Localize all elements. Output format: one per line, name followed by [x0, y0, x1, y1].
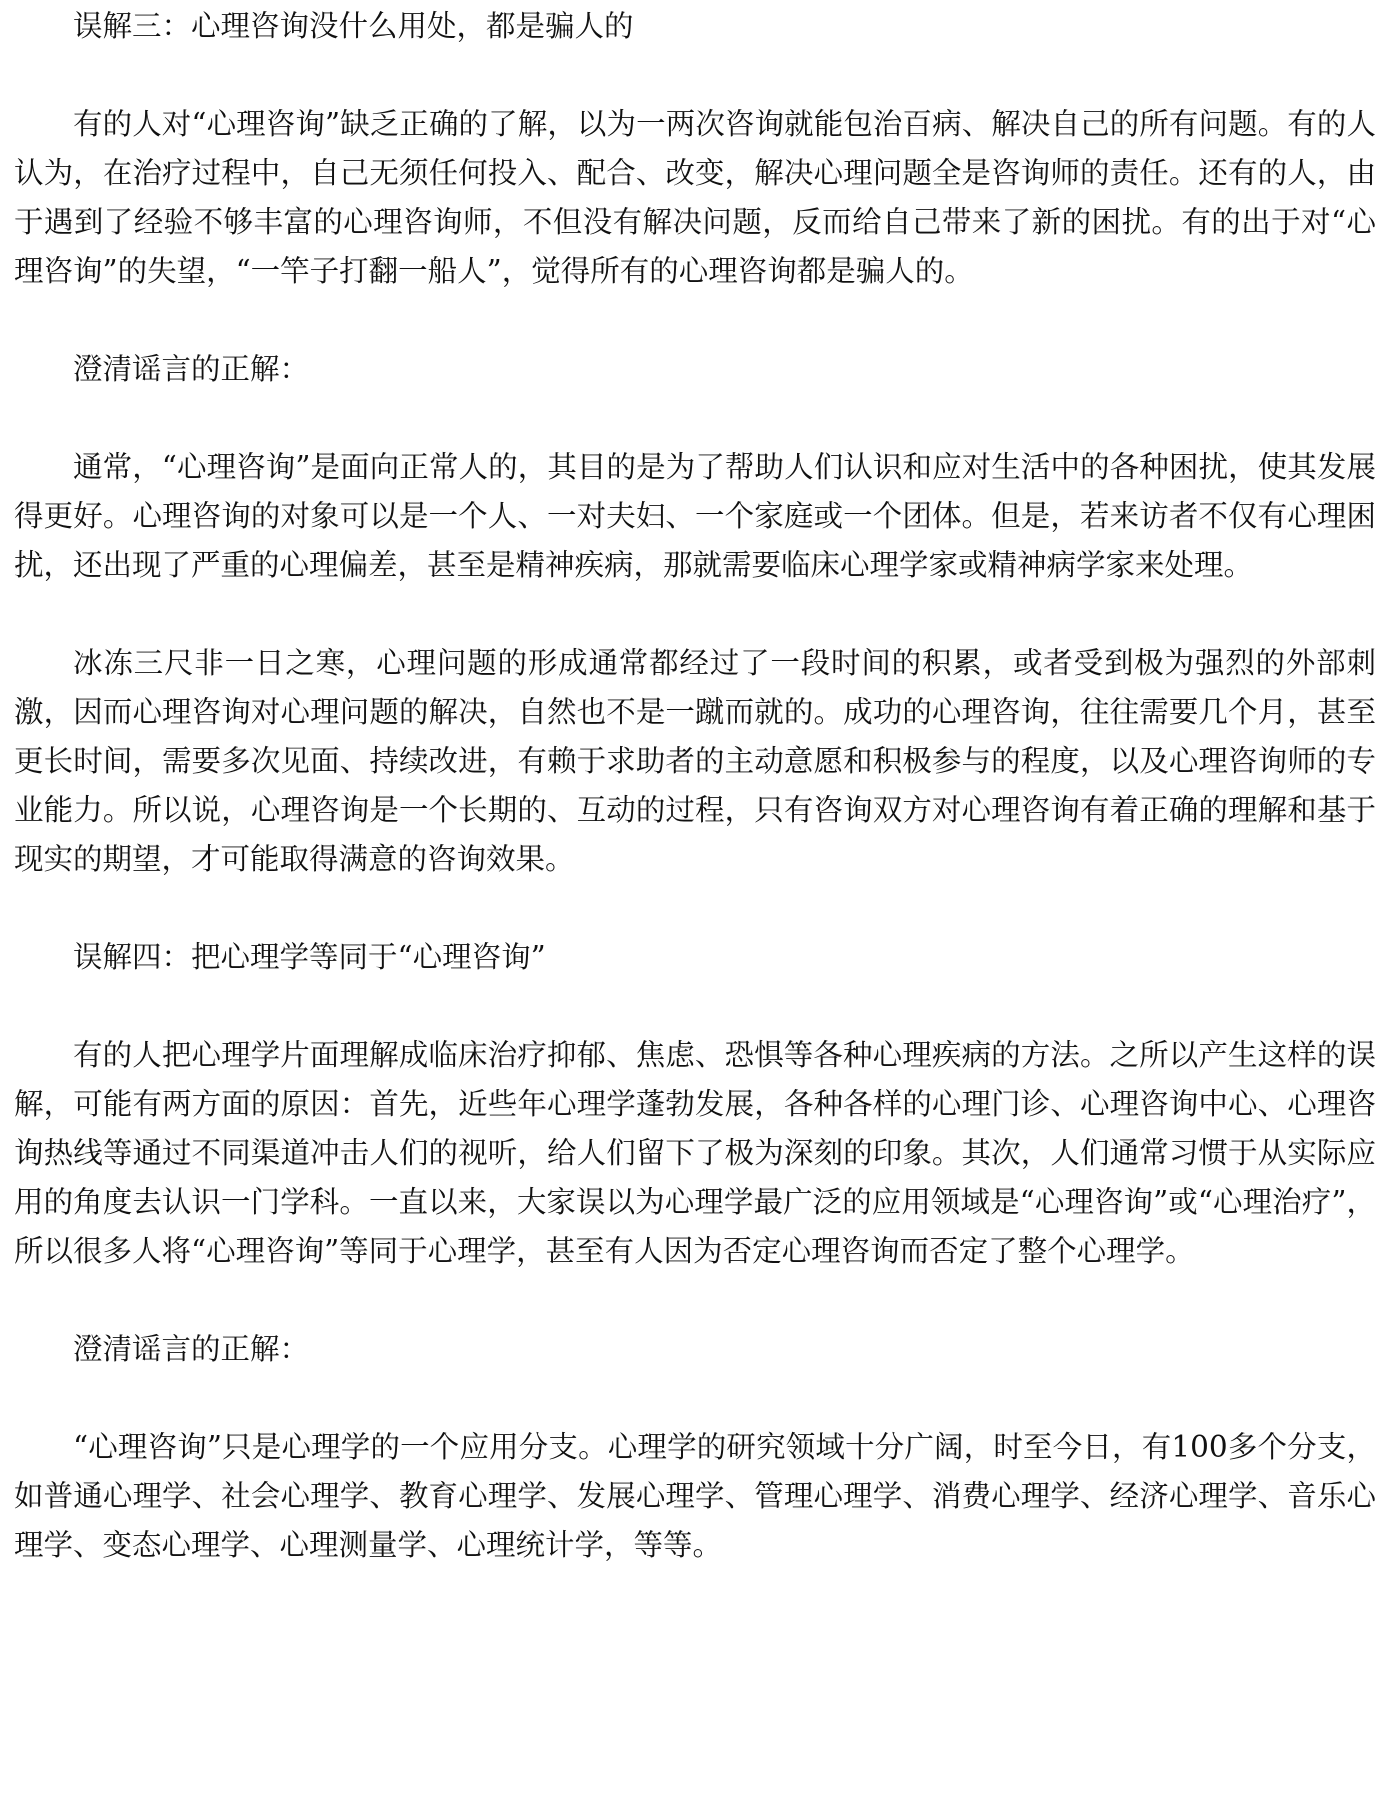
- clarification-heading-2: 澄清谣言的正解：: [73, 1332, 310, 1366]
- clarification-heading-1: 澄清谣言的正解：: [73, 352, 310, 386]
- clarification-1-paragraph-1: 通常，“心理咨询”是面向正常人的，其目的是为了帮助人们认识和应对生活中的各种困扰，使其发展得更好。心理咨询的对象可以是一个人、一对夫妇、一个家庭或一个团体。但是，若来访者不仅有心理困扰，还出现了严重的心理偏差，甚至是精神疾病，那就需要临床心理学家或精神病学家来处理。: [14, 450, 1376, 582]
- misconception-4-heading: 误解四：把心理学等同于“心理咨询”: [73, 940, 546, 974]
- clarification-1-paragraph-2: 冰冻三尺非一日之寒，心理问题的形成通常都经过了一段时间的积累，或者受到极为强烈的外部刺激，因而心理咨询对心理问题的解决，自然也不是一蹴而就的。成功的心理咨询，往往需要几个月，甚至更长时间，需要多次见面、持续改进，有赖于求助者的主动意愿和积极参与的程度，以及心理咨询师的专业能力。所以说，心理咨询是一个长期的、互动的过程，只有咨询双方对心理咨询有着正确的理解和基于现实的期望，才可能取得满意的咨询效果。: [14, 646, 1376, 876]
- misconception-3-heading: 误解三：心理咨询没什么用处，都是骗人的: [73, 9, 634, 43]
- misconception-3-body: 有的人对“心理咨询”缺乏正确的了解，以为一两次咨询就能包治百病、解决自己的所有问题。有的人认为，在治疗过程中，自己无须任何投入、配合、改变，解决心理问题全是咨询师的责任。还有的人，由于遇到了经验不够丰富的心理咨询师，不但没有解决问题，反而给自己带来了新的困扰。有的出于对“心理咨询”的失望，“一竿子打翻一船人”，觉得所有的心理咨询都是骗人的。: [14, 107, 1376, 288]
- misconception-4-body: 有的人把心理学片面理解成临床治疗抑郁、焦虑、恐惧等各种心理疾病的方法。之所以产生这样的误解，可能有两方面的原因：首先，近些年心理学蓬勃发展，各种各样的心理门诊、心理咨询中心、心理咨询热线等通过不同渠道冲击人们的视听，给人们留下了极为深刻的印象。其次，人们通常习惯于从实际应用的角度去认识一门学科。一直以来，大家误以为心理学最广泛的应用领域是“心理咨询”或“心理治疗”，所以很多人将“心理咨询”等同于心理学，甚至有人因为否定心理咨询而否定了整个心理学。: [14, 1038, 1376, 1268]
- clarification-2-paragraph: “心理咨询”只是心理学的一个应用分支。心理学的研究领域十分广阔，时至今日，有100多个分支，如普通心理学、社会心理学、教育心理学、发展心理学、管理心理学、消费心理学、经济心理学、音乐心理学、变态心理学、心理测量学、心理统计学，等等。: [14, 1430, 1376, 1562]
